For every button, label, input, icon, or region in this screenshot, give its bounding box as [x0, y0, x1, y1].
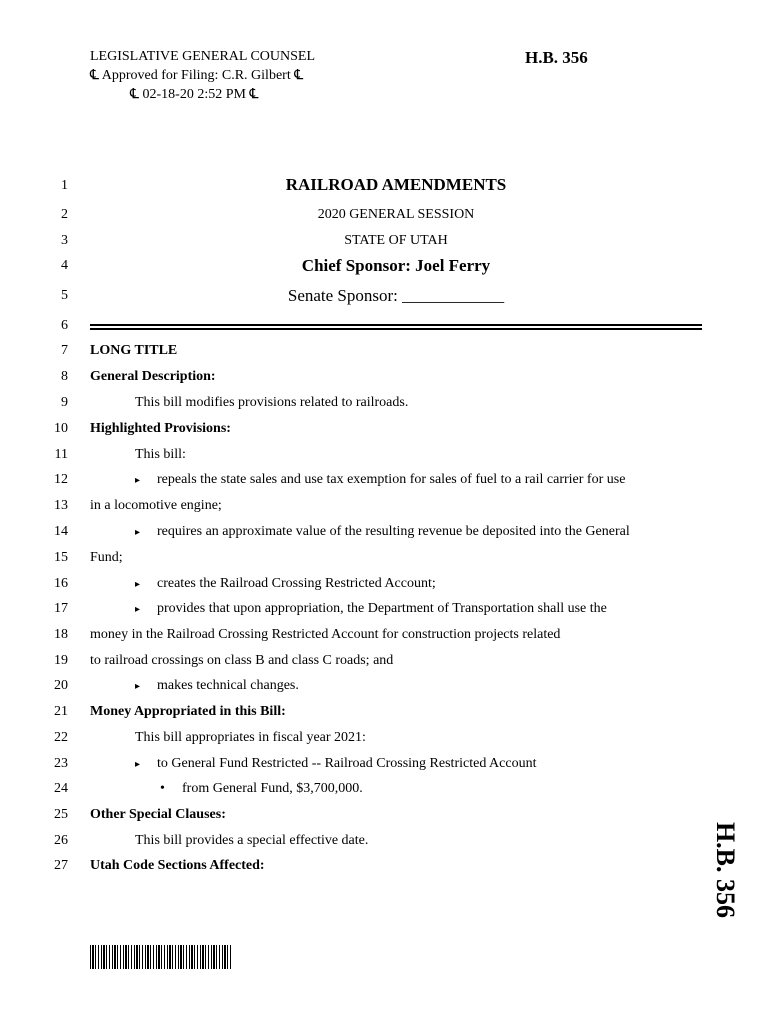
line-text	[135, 730, 366, 746]
line-number: 6	[61, 318, 68, 333]
line-content: requires an approximate value of the resulting revenue be deposited into the General	[157, 524, 630, 539]
line-text	[90, 627, 560, 643]
line-number: 11	[54, 447, 68, 462]
line-number: 25	[54, 807, 68, 822]
header-block	[90, 47, 315, 104]
line-content: provides that upon appropriation, the Department of Transportation shall use the	[157, 601, 607, 616]
line-content: This bill provides a special effective date.	[135, 833, 369, 848]
line-number: 17	[54, 601, 68, 616]
line-text	[135, 576, 436, 592]
line-text	[135, 395, 408, 411]
line-text	[90, 421, 231, 437]
double-rule	[90, 328, 702, 330]
barcode	[90, 945, 232, 969]
side-bill-number: H.B. 356	[711, 821, 741, 919]
line-number: 27	[54, 858, 68, 873]
triangle-bullet-icon: ▸	[135, 759, 141, 770]
line-text	[90, 858, 265, 874]
line-content: This bill modifies provisions related to railroads.	[135, 395, 409, 410]
line-content: General Description:	[90, 369, 216, 384]
line-content: This bill:	[135, 447, 186, 462]
line-content: Other Special Clauses:	[90, 807, 226, 822]
line-content: repeals the state sales and use tax exemption for sales of fuel to a rail carrier for use	[157, 472, 626, 487]
line-number: 12	[54, 472, 68, 487]
line-number: 20	[54, 678, 68, 693]
line-text	[90, 498, 222, 514]
line-number: 23	[54, 756, 68, 771]
line-content: 2020 GENERAL SESSION	[317, 207, 475, 222]
line-text	[135, 447, 186, 463]
line-text	[90, 233, 702, 249]
line-text	[90, 207, 702, 223]
line-number: 13	[54, 498, 68, 513]
triangle-bullet-icon: ▸	[135, 579, 141, 590]
line-number: 2	[61, 207, 68, 222]
line-content: Highlighted Provisions:	[90, 421, 231, 436]
line-content: money in the Railroad Crossing Restricted Account for construction projects related	[90, 627, 561, 642]
line-number: 26	[54, 833, 68, 848]
line-text	[135, 524, 630, 540]
line-text	[135, 472, 625, 488]
line-text	[135, 756, 536, 772]
side-bill-label	[705, 815, 745, 925]
line-number: 4	[61, 258, 68, 273]
line-number: 15	[54, 550, 68, 565]
line-text	[90, 256, 702, 276]
line-content: Utah Code Sections Affected:	[90, 858, 265, 873]
triangle-bullet-icon: ▸	[135, 475, 141, 486]
triangle-bullet-icon: ▸	[135, 604, 141, 615]
line-text	[90, 286, 702, 306]
line-text	[90, 369, 216, 385]
line-number: 10	[54, 421, 68, 436]
line-text	[90, 807, 226, 823]
line-content: from General Fund, $3,700,000.	[182, 781, 363, 796]
line-content: Fund;	[90, 550, 123, 565]
datetime-line: ℄ 02-18-20 2:52 PM ℄	[130, 87, 259, 102]
line-number: 5	[61, 288, 68, 303]
line-text	[90, 175, 702, 195]
line-content: to General Fund Restricted -- Railroad Crossing Restricted Account	[157, 756, 537, 771]
line-text	[135, 833, 368, 849]
bill-number: H.B. 356	[525, 48, 588, 67]
line-number: 14	[54, 524, 68, 539]
line-number: 19	[54, 653, 68, 668]
line-content: Chief Sponsor: Joel Ferry	[301, 256, 491, 275]
dot-bullet-icon: •	[160, 781, 165, 796]
line-text	[90, 550, 123, 566]
line-content: to railroad crossings on class B and class C roads; and	[90, 653, 394, 668]
line-number: 18	[54, 627, 68, 642]
line-content: creates the Railroad Crossing Restricted Account;	[157, 576, 436, 591]
line-content: LONG TITLE	[90, 343, 178, 358]
line-text	[90, 343, 177, 359]
line-number: 16	[54, 576, 68, 591]
line-text	[135, 601, 607, 617]
triangle-bullet-icon: ▸	[135, 681, 141, 692]
line-text	[160, 781, 363, 797]
counsel-label: LEGISLATIVE GENERAL COUNSEL	[90, 49, 316, 64]
line-number: 1	[61, 178, 68, 193]
line-text	[90, 653, 393, 669]
line-content: Senate Sponsor: ____________	[287, 286, 505, 305]
line-content: This bill appropriates in fiscal year 2021:	[135, 730, 366, 745]
line-content: makes technical changes.	[157, 678, 299, 693]
triangle-bullet-icon: ▸	[135, 527, 141, 538]
approval-line: ℄ Approved for Filing: C.R. Gilbert ℄	[90, 68, 304, 83]
line-text	[135, 678, 299, 694]
line-text	[90, 704, 286, 720]
line-number: 21	[54, 704, 68, 719]
line-content: RAILROAD AMENDMENTS	[285, 175, 507, 194]
double-rule	[90, 324, 702, 326]
line-number: 9	[61, 395, 68, 410]
line-content: Money Appropriated in this Bill:	[90, 704, 286, 719]
line-number: 3	[61, 233, 68, 248]
line-content: in a locomotive engine;	[90, 498, 222, 513]
line-content: STATE OF UTAH	[344, 233, 448, 248]
line-number: 24	[54, 781, 68, 796]
line-number: 7	[61, 343, 68, 358]
line-number: 8	[61, 369, 68, 384]
line-number: 22	[54, 730, 68, 745]
